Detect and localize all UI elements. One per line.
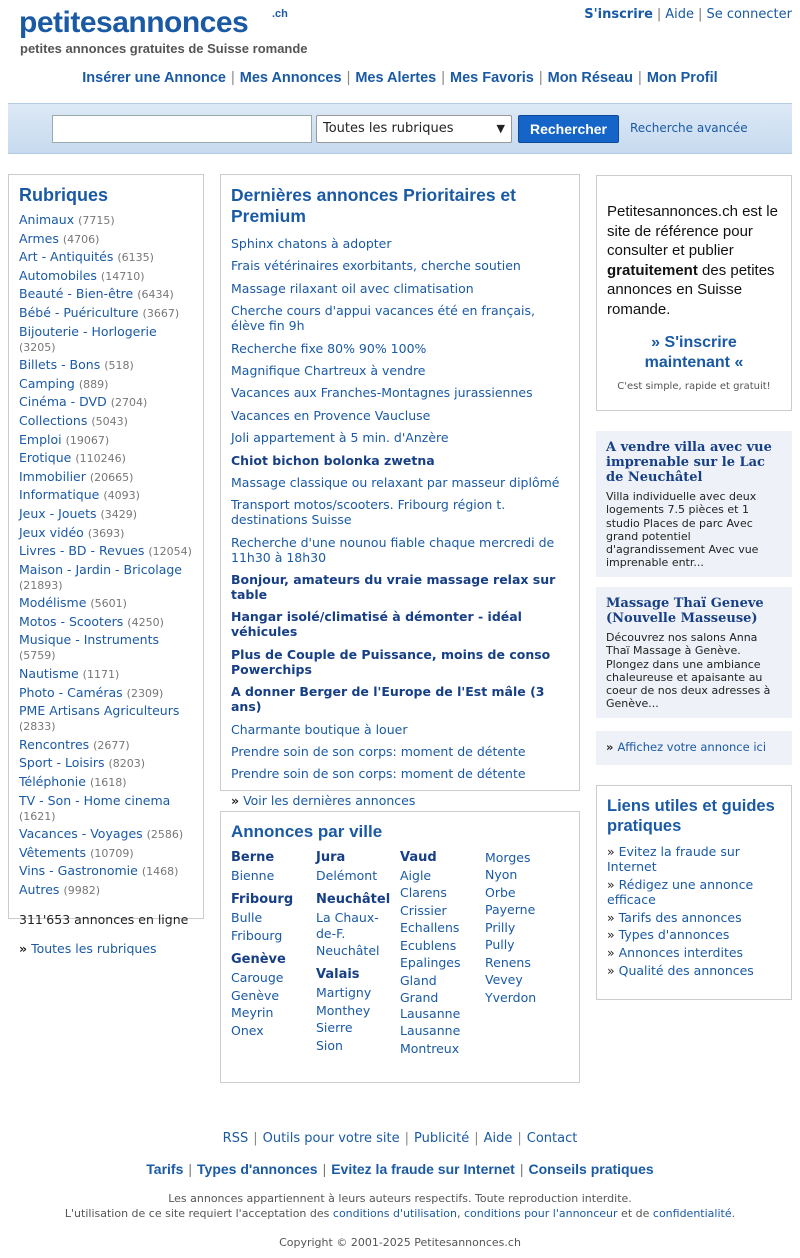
footer-guide-link[interactable]: Types d'annonces	[197, 1161, 318, 1177]
rubric-count: (5601)	[90, 597, 127, 611]
ad-link[interactable]: Joli appartement à 5 min. d'Anzère	[231, 430, 449, 446]
rubric-label: PME Artisans Agriculteurs	[19, 703, 180, 719]
rubric-label: Livres - BD - Revues	[19, 543, 145, 559]
rubric-label: Musique - Instruments	[19, 632, 159, 648]
site-logo[interactable]: petitesannonces	[19, 6, 249, 39]
signup-promo	[596, 175, 792, 411]
rubric-label: Motos - Scooters	[19, 613, 124, 629]
city-link[interactable]: Neuchâtel	[316, 943, 380, 959]
cities-panel	[220, 811, 580, 1083]
nav-link[interactable]: Mes Favoris	[450, 70, 534, 86]
rubric-label: Photo - Caméras	[19, 684, 123, 700]
city-link[interactable]: Pully	[485, 937, 515, 953]
useful-link[interactable]	[607, 963, 781, 978]
region-label: Jura	[316, 850, 346, 865]
rubric-label: Sport - Loisirs	[19, 755, 105, 771]
terms-link[interactable]: conditions d'utilisation	[332, 1206, 457, 1220]
nav-link[interactable]: Mes Alertes	[355, 70, 437, 86]
legal-text: .	[731, 1206, 736, 1220]
ad-list	[231, 236, 569, 781]
ad-link[interactable]: Hangar isolé/climatisé à démonter - idéal véhicules	[231, 609, 522, 640]
promo-text-end: des petites annonces en Suisse romande.	[607, 261, 775, 318]
useful-link-label: Evitez la fraude sur Internet	[607, 844, 740, 874]
city-link[interactable]: Bulle	[231, 910, 263, 926]
rubric-label: Erotique	[19, 450, 72, 466]
separator: |	[188, 1161, 193, 1177]
city-link[interactable]: Ecublens	[400, 937, 457, 953]
rubric-item[interactable]	[19, 357, 193, 373]
ad-link[interactable]: Prendre soin de son corps: moment de détente	[231, 766, 526, 782]
rubric-count: (2833)	[19, 720, 56, 734]
rubric-item[interactable]	[19, 774, 193, 790]
all-rubrics-link[interactable]	[19, 941, 193, 956]
rubric-label: Billets - Bons	[19, 357, 101, 373]
nav-link[interactable]: Mes Annonces	[239, 70, 342, 86]
rubric-label: Téléphonie	[19, 774, 86, 790]
separator: |	[441, 70, 445, 86]
region-label: Berne	[231, 850, 275, 865]
rubric-label: Maison - Jardin - Bricolage	[19, 561, 182, 577]
rubric-count: (2677)	[93, 738, 130, 752]
footer-link[interactable]: Aide	[483, 1131, 513, 1146]
account-links: S'inscrire | Aide | Se connecter	[584, 7, 792, 22]
raquo-icon: »	[607, 945, 619, 961]
rubric-count: (889)	[78, 377, 109, 391]
city-link[interactable]: Echallens	[400, 920, 460, 936]
feature-your-ad-label: Affichez votre annonce ici	[617, 740, 767, 754]
rubric-label: Animaux	[19, 212, 75, 227]
ad-link[interactable]: Plus de Couple de Puissance, moins de conso Powerchips	[231, 646, 551, 677]
rubric-count: (20665)	[89, 470, 134, 484]
rubric-label: Automobiles	[19, 267, 97, 283]
rubric-item[interactable]	[19, 487, 193, 503]
rubric-item[interactable]	[19, 882, 193, 898]
rubric-item[interactable]	[19, 286, 193, 302]
rubric-count: (3429)	[100, 507, 138, 521]
raquo-icon: »	[607, 927, 619, 943]
tagline: petites annonces gratuites de Suisse romande	[20, 41, 308, 56]
see-latest-label: Voir les dernières annonces	[243, 793, 416, 809]
raquo-icon: »	[19, 941, 28, 956]
city-link[interactable]: Orbe	[485, 884, 516, 900]
rubric-select[interactable]	[316, 115, 512, 143]
ad-link[interactable]: Massage rilaxant oil avec climatisation	[231, 280, 474, 296]
raquo-icon: »	[231, 793, 240, 809]
separator: |	[638, 70, 642, 86]
site-logo-suffix: .ch	[272, 8, 288, 20]
rubric-label: Modélisme	[19, 595, 87, 611]
separator: |	[253, 1131, 258, 1146]
region-label: Neuchâtel	[316, 892, 391, 908]
separator: |	[346, 70, 351, 86]
separator: |	[538, 70, 543, 86]
rubric-count: (1621)	[19, 809, 56, 823]
city-link[interactable]: Sion	[316, 1037, 343, 1053]
see-latest-link[interactable]	[231, 793, 569, 808]
rubric-item[interactable]	[19, 413, 193, 429]
chevron-down-icon: ▼	[496, 122, 505, 135]
latest-ads-title: Dernières annonces Prioritaires et Premium	[231, 185, 516, 226]
rubric-item[interactable]	[19, 685, 193, 701]
ad-link[interactable]: Sphinx chatons à adopter	[231, 236, 392, 251]
ad-link[interactable]: Bonjour, amateurs du vraie massage relax sur table	[231, 572, 556, 603]
total-ads: 311'653 annonces en ligne	[19, 912, 189, 927]
rubric-item[interactable]	[19, 543, 193, 559]
rubric-count: (10709)	[90, 846, 134, 860]
ad-link[interactable]: Cherche cours d'appui vacances été en français, élève fin 9h	[231, 303, 536, 334]
city-link[interactable]: La Chaux-de-F.	[316, 910, 379, 941]
city-link[interactable]: Gland	[400, 972, 437, 988]
rubric-count: (2309)	[126, 686, 164, 700]
useful-links-title: Liens utiles et guides pratiques	[607, 797, 775, 835]
featured-ad-title[interactable]: Massage Thaï Geneve (Nouvelle Masseuse)	[606, 596, 764, 626]
city-link[interactable]: Renens	[485, 954, 531, 970]
search-button[interactable]: Rechercher	[518, 115, 619, 143]
rubric-item[interactable]	[19, 469, 193, 485]
cities-title: Annonces par ville	[231, 822, 383, 841]
rubric-count: (19067)	[65, 433, 110, 447]
help-link[interactable]: Aide	[665, 7, 695, 22]
ad-link[interactable]: Prendre soin de son corps: moment de détente	[231, 744, 526, 760]
featured-ad[interactable]	[596, 431, 792, 577]
separator: |	[230, 70, 235, 86]
city-link[interactable]: Delémont	[316, 868, 378, 883]
rubric-label: Camping	[19, 375, 75, 391]
city-link[interactable]: Lausanne	[400, 1023, 461, 1039]
rubric-count: (4706)	[62, 232, 100, 246]
rubric-list	[19, 212, 193, 898]
privacy-link[interactable]: confidentialité	[652, 1206, 732, 1220]
city-link[interactable]: Carouge	[231, 970, 284, 986]
rubric-label: Immobilier	[19, 468, 86, 484]
rubric-item[interactable]	[19, 737, 193, 753]
region-label: Fribourg	[231, 892, 294, 908]
rubric-count: (5043)	[91, 414, 128, 428]
rubric-count: (9982)	[63, 884, 101, 897]
search-bar	[8, 103, 792, 154]
rubric-label: Beauté - Bien-être	[19, 286, 134, 302]
rubric-count: (518)	[104, 359, 134, 373]
useful-link-label: Annonces interdites	[618, 945, 744, 961]
useful-link[interactable]	[607, 945, 781, 960]
city-column-1	[231, 850, 311, 1040]
featured-ad-desc: Découvrez nos salons Anna Thaï Massage à Genève. Plongez dans une ambiance chaleureuse et apaisante au coeur de nos deux adresses à Genève...	[606, 631, 771, 711]
rubric-item[interactable]	[19, 506, 193, 522]
rubric-count: (4250)	[127, 615, 164, 629]
ad-link[interactable]: Vacances en Provence Vaucluse	[231, 407, 431, 423]
raquo-icon: »	[606, 740, 614, 754]
rubric-count: (6434)	[137, 288, 174, 302]
ad-link[interactable]: Frais vétérinaires exorbitants, cherche soutien	[231, 258, 521, 274]
region-label: Vaud	[400, 850, 437, 865]
ad-link[interactable]: Magnifique Chartreux à vendre	[231, 362, 426, 378]
rubric-label: Vêtements	[19, 844, 87, 860]
city-link[interactable]: Nyon	[485, 867, 518, 883]
search-input[interactable]	[52, 115, 312, 143]
rubric-count: (1468)	[141, 865, 179, 879]
rubric-count: (8203)	[108, 757, 146, 771]
rubric-count: (2704)	[110, 396, 148, 410]
ad-link[interactable]: Vacances aux Franches-Montagnes jurassiennes	[231, 385, 533, 401]
rubric-item[interactable]	[19, 666, 193, 682]
city-link[interactable]: Aigle	[400, 868, 432, 883]
promo-text: Petitesannonces.ch est le site de référence pour consulter et publier	[607, 203, 778, 259]
useful-link[interactable]	[607, 927, 781, 942]
rubric-count: (4093)	[103, 489, 140, 503]
separator: |	[517, 1131, 522, 1146]
rubric-count: (3205)	[19, 340, 56, 354]
city-link[interactable]: Clarens	[400, 885, 447, 901]
rubric-count: (110246)	[75, 452, 126, 466]
ad-link[interactable]: Recherche fixe 80% 90% 100%	[231, 340, 427, 356]
region-label: Valais	[316, 967, 360, 983]
rubric-item[interactable]	[19, 793, 193, 824]
useful-link-label: Types d'annonces	[618, 927, 730, 943]
rubric-item[interactable]	[19, 703, 193, 734]
footer-link[interactable]: Publicité	[414, 1131, 470, 1146]
feature-your-ad-link[interactable]	[596, 731, 792, 765]
legal-line-2	[0, 1207, 800, 1222]
useful-link[interactable]	[607, 910, 781, 925]
rubric-label: Collections	[19, 412, 88, 428]
separator: |	[322, 1161, 327, 1177]
useful-links-list	[607, 844, 781, 978]
useful-link-label: Tarifs des annonces	[618, 909, 742, 925]
all-rubrics-label: Toutes les rubriques	[31, 941, 157, 956]
rubrics-title: Rubriques	[19, 185, 109, 205]
rubric-item[interactable]	[19, 305, 193, 321]
footer-link[interactable]: Contact	[526, 1131, 578, 1146]
city-link[interactable]: Yverdon	[485, 989, 537, 1005]
rubric-label: Rencontres	[19, 736, 90, 752]
nav-link[interactable]: Mon Réseau	[547, 70, 634, 86]
raquo-icon: »	[607, 909, 619, 925]
city-link[interactable]: Fribourg	[231, 927, 283, 943]
rubric-item[interactable]	[19, 632, 193, 663]
rubric-label: Jeux vidéo	[19, 524, 84, 540]
region-label: Genève	[231, 952, 286, 968]
raquo-icon: »	[607, 876, 619, 892]
rubric-count: (3667)	[142, 306, 180, 320]
latest-ads-panel	[220, 174, 580, 809]
rubric-count: (7715)	[78, 214, 115, 227]
rubric-item[interactable]	[19, 376, 193, 392]
rubric-item[interactable]	[19, 231, 193, 247]
city-link[interactable]: Monthey	[316, 1002, 371, 1018]
nav-link[interactable]: Mon Profil	[646, 70, 718, 86]
footer-link[interactable]: RSS	[222, 1131, 249, 1146]
useful-links-panel	[596, 785, 792, 1000]
rubric-count: (5759)	[19, 649, 56, 663]
city-link[interactable]: Bienne	[231, 868, 275, 883]
signup-cta[interactable]: » S'inscrire maintenant «	[644, 334, 744, 371]
city-link[interactable]: Morges	[485, 850, 531, 865]
city-link[interactable]: Meyrin	[231, 1005, 274, 1021]
footer-guide-link[interactable]: Tarifs	[146, 1161, 184, 1177]
footer-link[interactable]: Outils pour votre site	[262, 1131, 400, 1146]
nav-link[interactable]: Insérer une Annonce	[82, 70, 226, 86]
footer-guide-link[interactable]: Conseils pratiques	[528, 1161, 654, 1177]
city-link[interactable]: Payerne	[485, 902, 536, 918]
city-link[interactable]: Montreux	[400, 1040, 460, 1056]
city-link[interactable]: Martigny	[316, 985, 372, 1001]
rubric-item[interactable]	[19, 826, 193, 842]
city-link[interactable]: Crissier	[400, 902, 447, 918]
rubric-label: Vacances - Voyages	[19, 826, 143, 842]
featured-ad[interactable]	[596, 587, 792, 718]
city-link[interactable]: Epalinges	[400, 955, 461, 971]
ad-link[interactable]: Recherche d'une nounou fiable chaque mercredi de 11h30 à 18h30	[231, 534, 555, 565]
ad-link[interactable]: Charmante boutique à louer	[231, 721, 408, 737]
rubric-item[interactable]	[19, 755, 193, 771]
separator: |	[474, 1131, 479, 1146]
main-nav	[0, 70, 800, 86]
rubric-label: Vins - Gastronomie	[19, 863, 138, 879]
featured-ad-desc: Villa individuelle avec deux logements 7.5 pièces et 1 studio Places de parc Avec grand potentiel d'agrandissement Avec vue imprenable entr...	[606, 490, 759, 570]
useful-link[interactable]	[607, 877, 781, 907]
rubric-label: Cinéma - DVD	[19, 394, 107, 410]
rubric-count: (14710)	[100, 269, 145, 283]
rubric-label: Autres	[19, 882, 60, 897]
rubric-item[interactable]	[19, 268, 193, 284]
rubric-label: Nautisme	[19, 666, 79, 682]
promo-subtext: C'est simple, rapide et gratuit!	[617, 381, 771, 392]
city-column-3	[400, 850, 482, 1058]
rubrics-panel	[8, 174, 204, 956]
rubric-label: Jeux - Jouets	[19, 505, 97, 521]
rubric-item[interactable]	[19, 845, 193, 861]
legal-line-1: Les annonces appartiennent à leurs auteurs respectifs. Toute reproduction interdite.	[168, 1192, 632, 1205]
footer-guides	[0, 1161, 800, 1177]
rubric-item[interactable]	[19, 562, 193, 593]
rubric-label: Emploi	[19, 431, 62, 447]
ad-link[interactable]: Transport motos/scooters. Fribourg région t. destinations Suisse	[231, 497, 506, 528]
rubric-item[interactable]	[19, 525, 193, 541]
raquo-icon: »	[607, 844, 619, 859]
raquo-icon: »	[607, 962, 619, 978]
promo-text-bold: gratuitement	[607, 261, 698, 279]
city-link[interactable]: Genève	[231, 987, 280, 1003]
rubric-label: Bébé - Puériculture	[19, 304, 139, 320]
city-link[interactable]: Grand Lausanne	[400, 990, 461, 1021]
legal-text: et de	[617, 1206, 653, 1220]
useful-link-label: Qualité des annonces	[618, 962, 754, 978]
rubric-label: Armes	[19, 230, 59, 246]
advertiser-terms-link[interactable]: conditions pour l'annonceur	[463, 1206, 618, 1220]
rubric-label: Bijouterie - Horlogerie	[19, 323, 157, 339]
rubric-select-value: Toutes les rubriques	[323, 121, 454, 136]
footer-links	[0, 1131, 800, 1146]
useful-link[interactable]	[607, 844, 781, 874]
city-link[interactable]: Vevey	[485, 972, 523, 988]
city-link[interactable]: Prilly	[485, 919, 516, 935]
rubric-count: (1171)	[82, 668, 120, 682]
signup-link[interactable]: S'inscrire	[584, 7, 653, 22]
rubric-count: (2586)	[146, 828, 184, 842]
city-column-4	[485, 850, 567, 1007]
city-link[interactable]: Sierre	[316, 1020, 353, 1036]
ad-link[interactable]: Chiot bichon bolonka zwetna	[231, 452, 435, 468]
separator: |	[519, 1161, 524, 1177]
rubric-item[interactable]	[19, 614, 193, 630]
featured-ad-title[interactable]: A vendre villa avec vue imprenable sur le Lac de Neuchâtel	[606, 440, 772, 485]
rubric-count: (21893)	[19, 578, 63, 592]
footer-legal	[0, 1192, 800, 1221]
rubric-item[interactable]	[19, 450, 193, 466]
rubric-item[interactable]	[19, 863, 193, 879]
legal-text: L'utilisation de ce site requiert l'acceptation des	[64, 1206, 333, 1220]
rubric-item[interactable]	[19, 212, 193, 228]
rubric-count: (3693)	[87, 526, 125, 540]
rubric-count: (12054)	[148, 545, 192, 559]
rubric-item[interactable]	[19, 249, 193, 265]
advanced-search-link[interactable]: Recherche avancée	[630, 121, 748, 135]
legal-text: ,	[456, 1206, 464, 1220]
rubric-item[interactable]	[19, 595, 193, 611]
rubric-count: (6135)	[117, 251, 154, 265]
rubric-item[interactable]	[19, 394, 193, 410]
rubric-item[interactable]	[19, 324, 193, 355]
separator: |	[404, 1131, 410, 1146]
copyright: Copyright © 2001-2025 Petitesannonces.ch	[279, 1236, 521, 1249]
rubric-item[interactable]	[19, 432, 193, 448]
rubric-label: TV - Son - Home cinema	[19, 792, 171, 808]
ad-link[interactable]: Massage classique ou relaxant par masseur diplômé	[231, 474, 560, 490]
login-link[interactable]: Se connecter	[706, 7, 792, 22]
ad-link[interactable]: A donner Berger de l'Europe de l'Est mâle (3 ans)	[231, 684, 545, 715]
rubric-label: Art - Antiquités	[19, 249, 114, 265]
useful-link-label: Rédigez une annonce efficace	[607, 876, 754, 907]
footer-guide-link[interactable]: Evitez la fraude sur Internet	[331, 1161, 515, 1177]
rubric-label: Informatique	[19, 487, 100, 503]
city-column-2	[316, 850, 398, 1055]
city-link[interactable]: Onex	[231, 1022, 264, 1038]
rubric-count: (1618)	[89, 776, 127, 790]
